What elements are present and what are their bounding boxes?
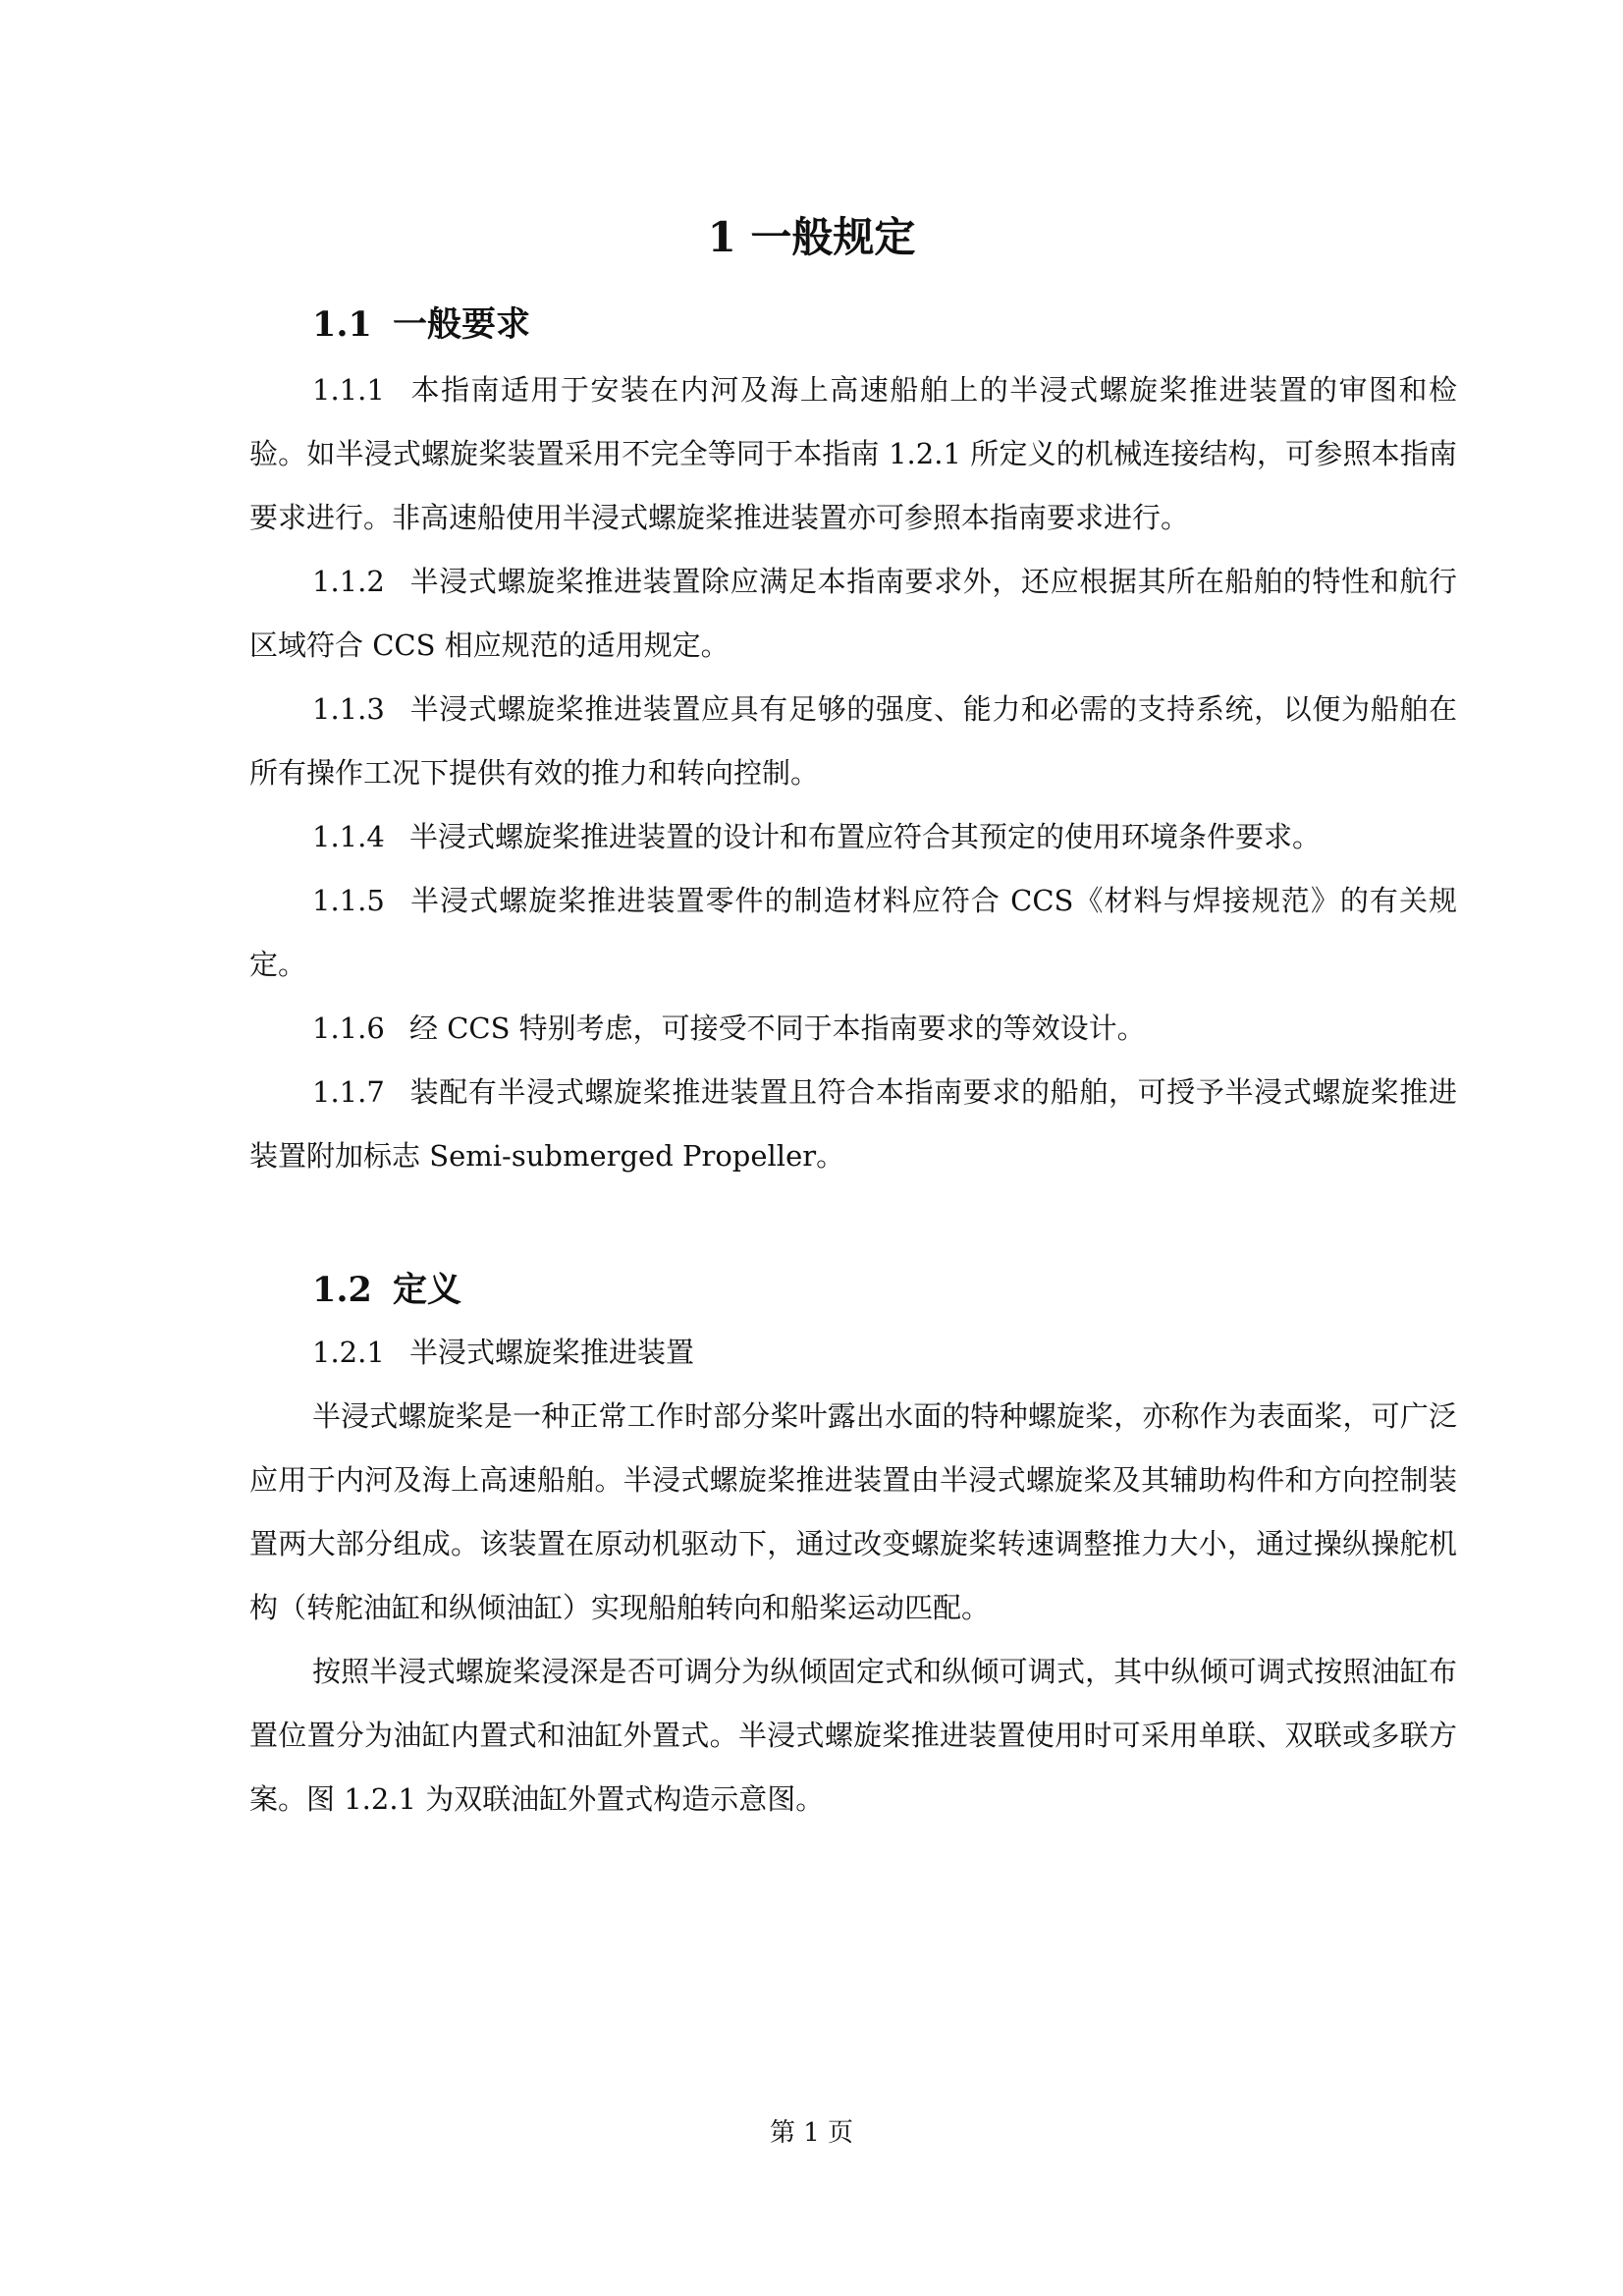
section-heading-1-2 — [312, 1266, 461, 1315]
clause-number: 1.1.4 — [312, 820, 385, 853]
clause-number: 1.1.6 — [312, 1011, 385, 1045]
clause-number: 1.1.3 — [312, 692, 385, 726]
clause-1-1-2 — [249, 550, 1457, 678]
clause-text: 装配有半浸式螺旋桨推进装置且符合本指南要求的船舶，可授予半浸式螺旋桨推进装置附加标志 Semi-submerged Propeller。 — [249, 1075, 1457, 1173]
clause-1-1-7 — [249, 1061, 1457, 1188]
section-1-2-body — [249, 1321, 1457, 1831]
section-title: 定义 — [393, 1270, 462, 1310]
section-number: 1.2 — [312, 1270, 372, 1310]
definition-paragraph-2: 按照半浸式螺旋桨浸深是否可调分为纵倾固定式和纵倾可调式，其中纵倾可调式按照油缸布置位置分为油缸内置式和油缸外置式。半浸式螺旋桨推进装置使用时可采用单联、双联或多联方案。图 1.2.1 为双联油缸外置式构造示意图。 — [249, 1655, 1457, 1816]
clause-text: 半浸式螺旋桨推进装置的设计和布置应符合其预定的使用环境条件要求。 — [409, 820, 1322, 853]
clause-number: 1.1.2 — [312, 565, 385, 598]
clause-number: 1.1.7 — [312, 1075, 385, 1109]
clause-text: 半浸式螺旋桨推进装置零件的制造材料应符合 CCS《材料与焊接规范》的有关规定。 — [249, 884, 1457, 981]
clause-title: 半浸式螺旋桨推进装置 — [409, 1336, 695, 1369]
definition-paragraph-1: 半浸式螺旋桨是一种正常工作时部分桨叶露出水面的特种螺旋桨，亦称作为表面桨，可广泛应用于内河及海上高速船舶。半浸式螺旋桨推进装置由半浸式螺旋桨及其辅助构件和方向控制装置两大部分组成。该装置在原动机驱动下，通过改变螺旋桨转速调整推力大小，通过操纵操舵机构（转舵油缸和纵倾油缸）实现船舶转向和船桨运动匹配。 — [249, 1399, 1457, 1624]
clause-1-2-1 — [249, 1321, 1457, 1385]
clause-text: 半浸式螺旋桨推进装置应具有足够的强度、能力和必需的支持系统，以便为船舶在所有操作工况下提供有效的推力和转向控制。 — [249, 692, 1457, 790]
clause-1-1-6 — [249, 997, 1457, 1061]
clause-1-1-1 — [249, 358, 1457, 550]
section-number: 1.1 — [312, 304, 372, 345]
section-1-1-body — [249, 358, 1457, 1188]
chapter-title: 1 一般规定 — [707, 213, 916, 261]
section-title: 一般要求 — [393, 304, 531, 345]
clause-text: 本指南适用于安装在内河及海上高速船舶上的半浸式螺旋桨推进装置的审图和检验。如半浸式螺旋桨装置采用不完全等同于本指南 1.2.1 所定义的机械连接结构，可参照本指南要求进行。非高速船使用半浸式螺旋桨推进装置亦可参照本指南要求进行。 — [249, 373, 1457, 534]
clause-text: 经 CCS 特别考虑，可接受不同于本指南要求的等效设计。 — [409, 1011, 1146, 1045]
clause-1-1-4 — [249, 805, 1457, 869]
clause-text: 半浸式螺旋桨推进装置除应满足本指南要求外，还应根据其所在船舶的特性和航行区域符合 CCS 相应规范的适用规定。 — [249, 565, 1457, 662]
clause-number: 1.2.1 — [312, 1336, 385, 1369]
clause-number: 1.1.1 — [312, 373, 385, 407]
clause-1-1-5 — [249, 869, 1457, 997]
page-number-footer: 第 1 页 — [769, 2118, 854, 2148]
clause-number: 1.1.5 — [312, 884, 385, 917]
clause-1-1-3 — [249, 678, 1457, 805]
section-heading-1-1 — [312, 301, 530, 350]
